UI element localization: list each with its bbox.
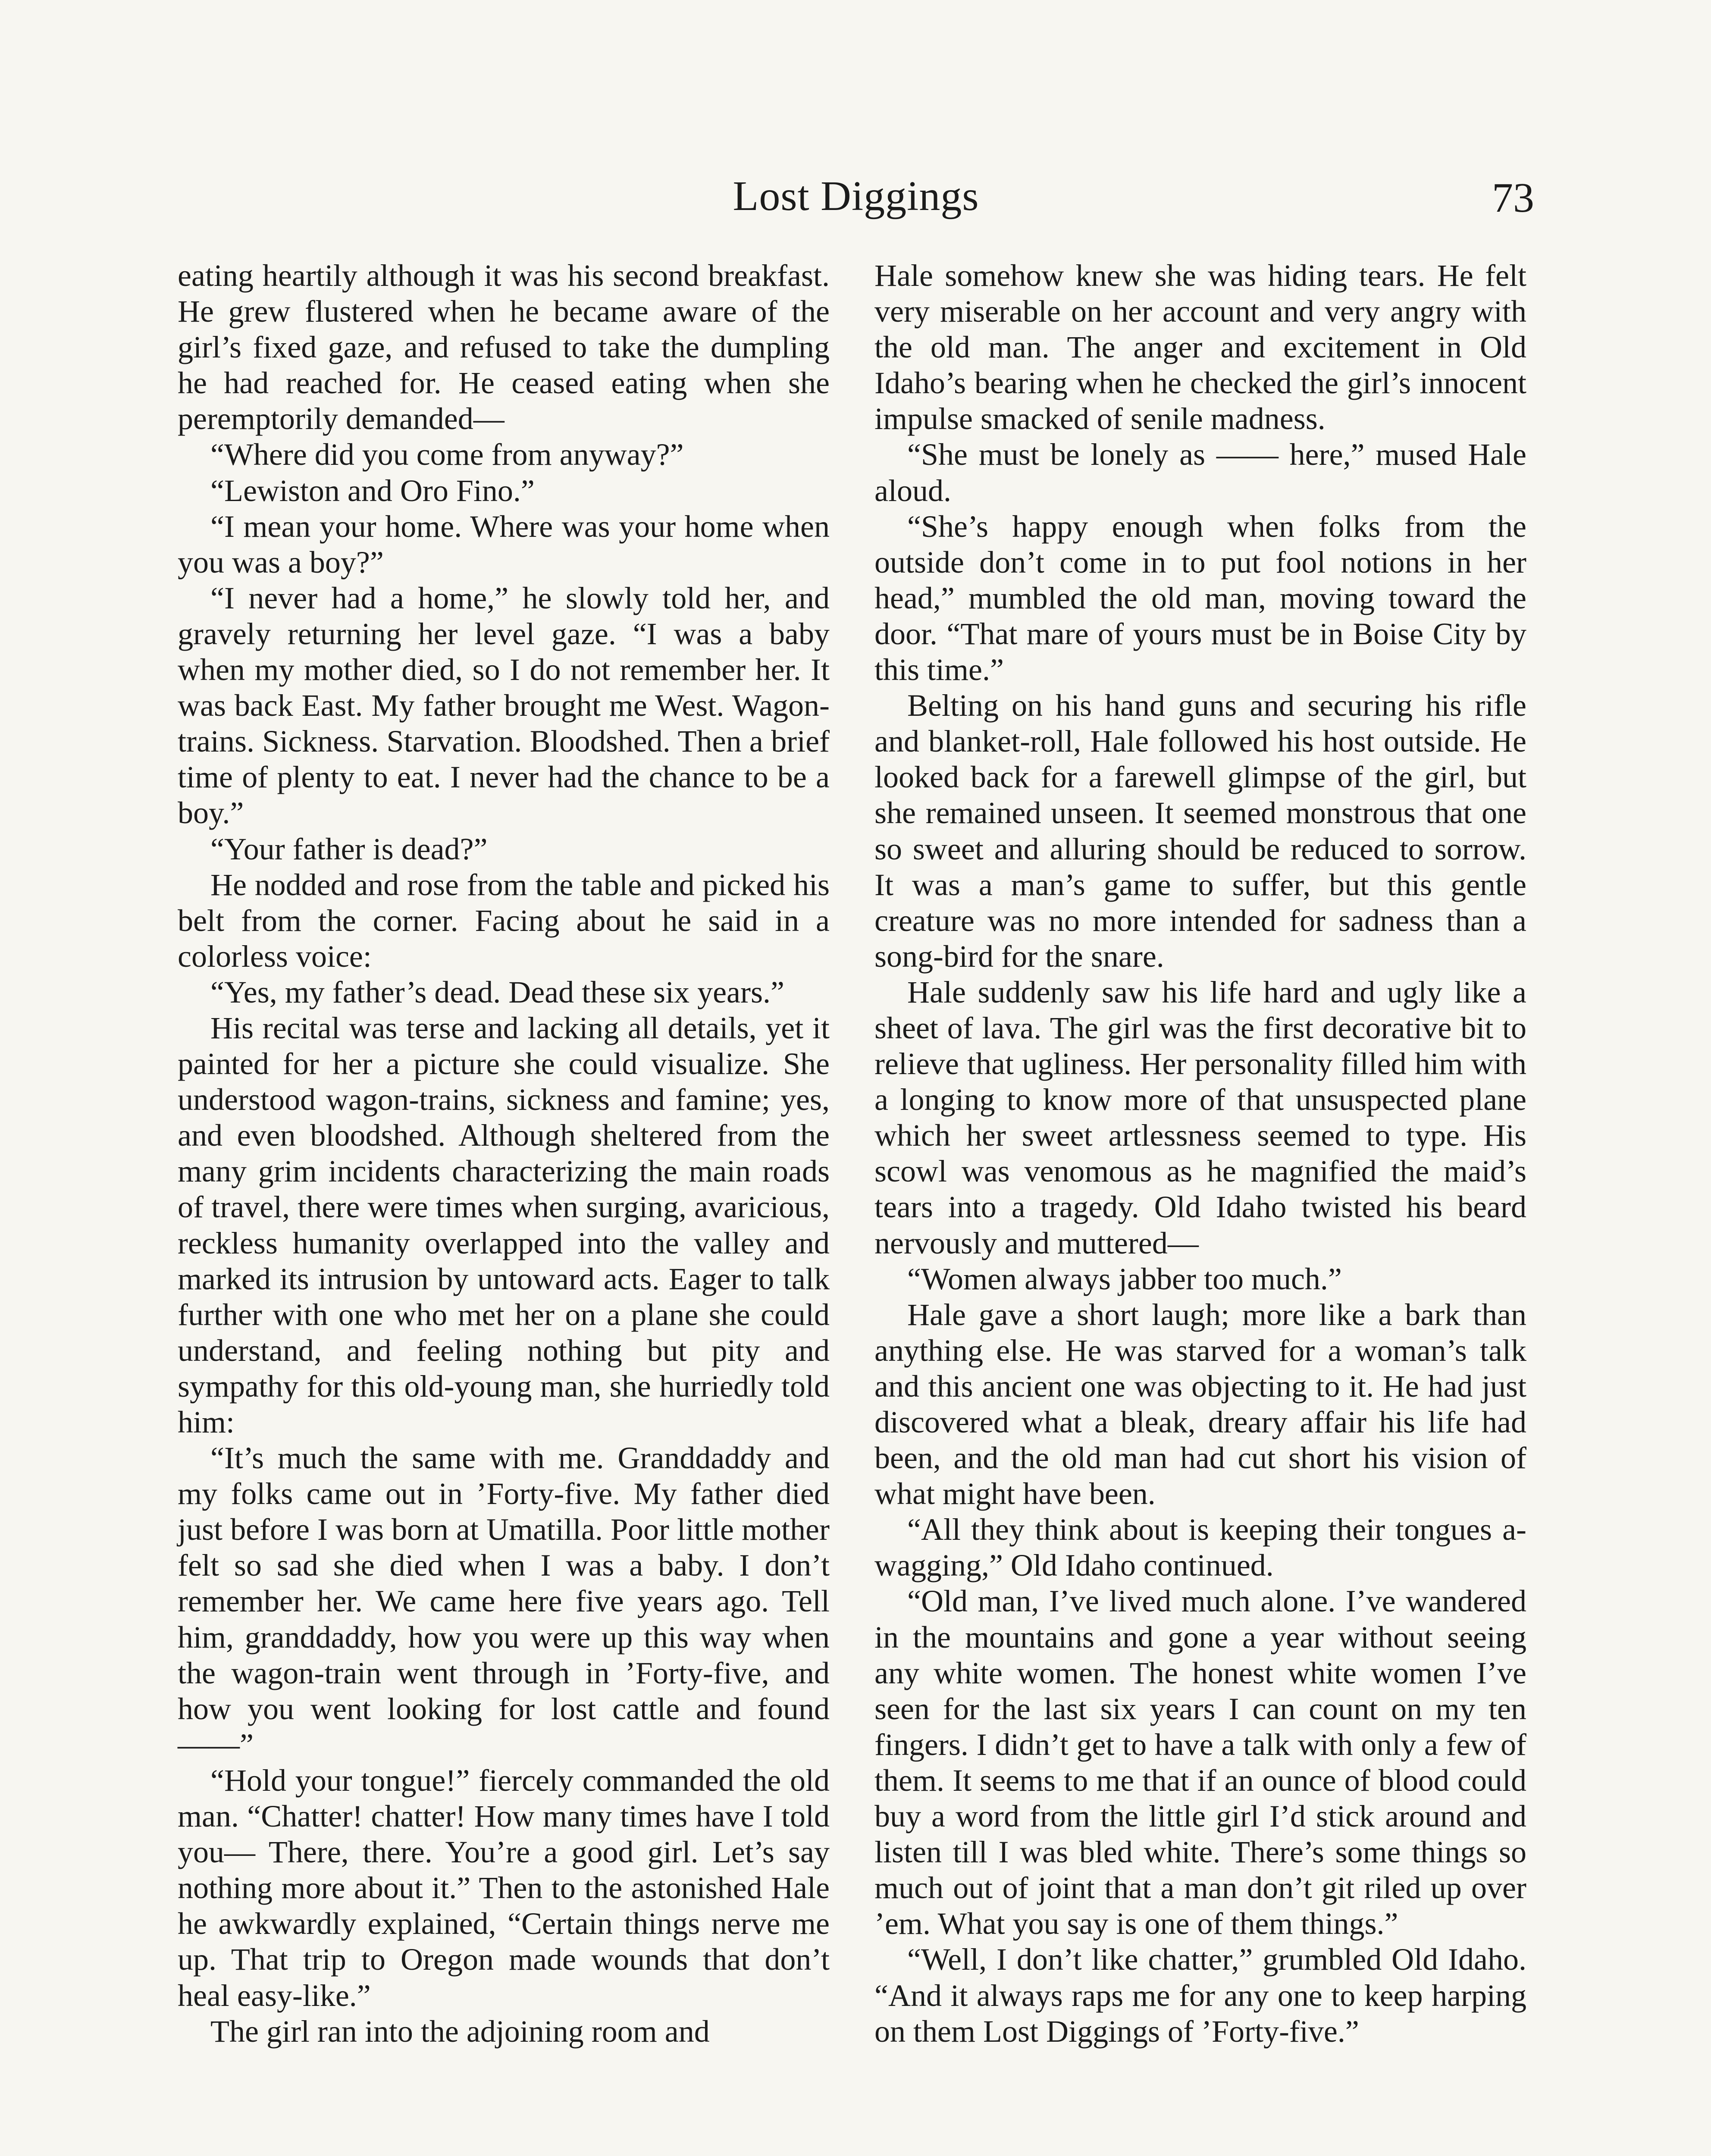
paragraph: His recital was terse and lacking all details, yet it painted for her a picture she could visualize. She understood wagon-trains, sickness and famine; yes, and even bloodshed. Although sheltered from the many grim incidents characterizing the main roads of travel, there were times when surging, avaricious, reckless humanity overlapped into the valley and marked its intrusion by untoward acts. Eager to talk further with one who met her on a plane she could understand, and feeling nothing but pity and sympathy for this old-young man, she hurriedly told him: — [178, 1010, 830, 1439]
paragraph: “It’s much the same with me. Granddaddy and my folks came out in ’Forty-five. My father died just before I was born at Umatilla. Poor little mother felt so sad she died when I was a baby. I don’t remember her. We came here five years ago. Tell him, granddaddy, how you were up this way when the wagon-train went through in ’Forty-five, and how you went looking for lost cattle and found——” — [178, 1441, 830, 1762]
paragraph: The girl ran into the adjoining room and — [210, 2014, 710, 2049]
paragraph: “I mean your home. Where was your home when you was a boy?” — [178, 509, 830, 580]
paragraph: He nodded and rose from the table and picked his belt from the corner. Facing about he said in a colorless voice: — [178, 867, 830, 974]
paragraph: “I never had a home,” he slowly told her, and gravely returning her level gaze. “I was a baby when my mother died, so I do not remember her. It was back East. My father brought me West. Wagon-trains. Sickness. Starvation. Bloodshed. Then a brief time of plenty to eat. I never had the chance to be a boy.” — [178, 580, 830, 830]
running-title: Lost Diggings — [733, 173, 979, 219]
paragraph: “Yes, my father’s dead. Dead these six years.” — [210, 975, 784, 1009]
paragraph: “Where did you come from anyway?” — [210, 437, 684, 472]
paragraph: “Old man, I’ve lived much alone. I’ve wandered in the mountains and gone a year without seeing any white women. The honest white women I’ve seen for the last six years I can count on my ten fingers. I didn’t get to have a talk with only a few of them. It seems to me that if an ounce of blood could buy a word from the little girl I’d stick around and listen till I was bled white. There’s some things so much out of joint that a man don’t git riled up over ’em. What you say is one of them things.” — [874, 1584, 1526, 1941]
page-number: 73 — [1492, 175, 1534, 221]
paragraph: “All they think about is keeping their tongues a-wagging,” Old Idaho continued. — [874, 1512, 1526, 1583]
paragraph: “Your father is dead?” — [210, 831, 488, 866]
paragraph: eating heartily although it was his second breakfast. He grew flustered when he became aware of the girl’s fixed gaze, and refused to take the dumpling he had reached for. He ceased eating when she peremptorily demanded— — [178, 258, 830, 436]
text-column-left — [178, 258, 830, 2049]
paragraph: “Well, I don’t like chatter,” grumbled Old Idaho. “And it always raps me for any one to keep harping on them Lost Diggings of ’Forty-five.” — [874, 1942, 1526, 2049]
paragraph: “Lewiston and Oro Fino.” — [210, 473, 535, 508]
paragraph: “Hold your tongue!” fiercely commanded the old man. “Chatter! chatter! How many times have I told you— There, there. You’re a good girl. Let’s say nothing more about it.” Then to the astonished Hale he awkwardly explained, “Certain things nerve me up. That trip to Oregon made wounds that don’t heal easy-like.” — [178, 1763, 830, 2013]
paragraph: Hale gave a short laugh; more like a bark than anything else. He was starved for a woman’s talk and this ancient one was objecting to it. He had just discovered what a bleak, dreary affair his life had been, and the old man had cut short his vision of what might have been. — [874, 1297, 1526, 1511]
paragraph: “She must be lonely as —— here,” mused Hale aloud. — [874, 437, 1526, 508]
paragraph: Belting on his hand guns and securing his rifle and blanket-roll, Hale followed his host outside. He looked back for a farewell glimpse of the girl, but she remained unseen. It seemed monstrous that one so sweet and alluring should be reduced to sorrow. It was a man’s game to suffer, but this gentle creature was no more intended for sadness than a song-bird for the snare. — [874, 688, 1526, 974]
text-column-right — [874, 258, 1526, 2049]
paragraph: “Women always jabber too much.” — [907, 1261, 1342, 1296]
paragraph: Hale somehow knew she was hiding tears. He felt very miserable on her account and very angry with the old man. The anger and excitement in Old Idaho’s bearing when he checked the girl’s innocent impulse smacked of senile madness. — [874, 258, 1526, 436]
paragraph: “She’s happy enough when folks from the outside don’t come in to put fool notions in her head,” mumbled the old man, moving toward the door. “That mare of yours must be in Boise City by this time.” — [874, 509, 1526, 687]
paragraph: Hale suddenly saw his life hard and ugly like a sheet of lava. The girl was the first decorative bit to relieve that ugliness. Her personality filled him with a longing to know more of that unsuspected plane which her sweet artlessness seemed to type. His scowl was venomous as he magnified the maid’s tears into a tragedy. Old Idaho twisted his beard nervously and muttered— — [874, 975, 1526, 1260]
page-header — [178, 170, 1534, 235]
